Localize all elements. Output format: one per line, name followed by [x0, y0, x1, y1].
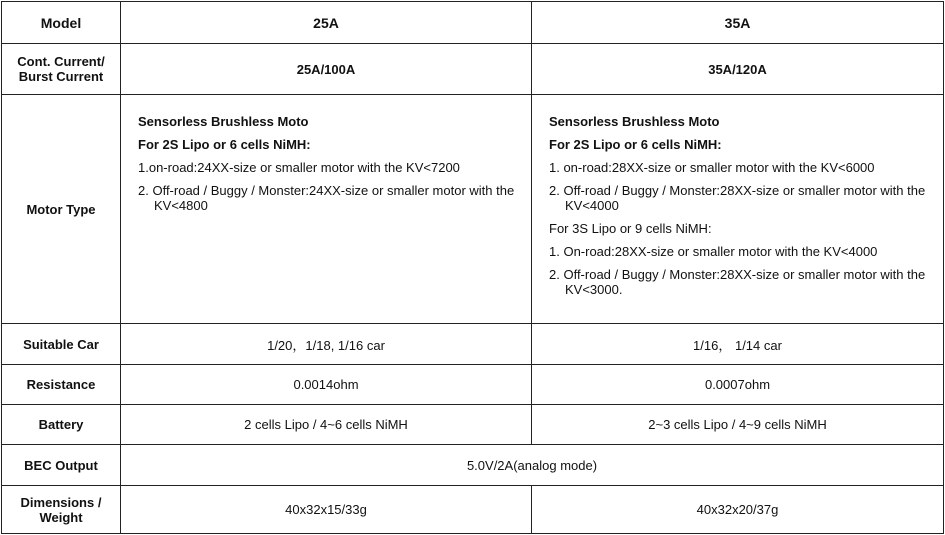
dims-label-line2: Weight — [39, 509, 83, 525]
resistance-label: Resistance — [2, 365, 121, 405]
col-25a-header: 25A — [121, 2, 532, 44]
dims-label-line1: Dimensions / — [20, 494, 102, 510]
resistance-row — [2, 365, 944, 405]
resistance-25a: 0.0014ohm — [121, 365, 532, 405]
current-label — [2, 44, 121, 95]
header-row — [2, 2, 944, 44]
car-label: Suitable Car — [2, 324, 121, 365]
dims-row — [2, 486, 944, 534]
battery-25a: 2 cells Lipo / 4~6 cells NiMH — [121, 405, 532, 445]
motor-35a-title: Sensorless Brushless Moto — [549, 114, 720, 129]
dims-25a: 40x32x15/33g — [121, 486, 532, 534]
motor-35a-item-4: 2. Off-road / Buggy / Monster:28XX-size or smaller motor with the KV<3000. — [549, 267, 926, 297]
current-25a: 25A/100A — [121, 44, 532, 95]
motor-row — [2, 95, 944, 324]
battery-row — [2, 405, 944, 445]
current-label-line2: Burst Current — [18, 69, 104, 84]
motor-35a-item-1: 1. on-road:28XX-size or smaller motor with the KV<6000 — [549, 160, 875, 175]
battery-35a: 2~3 cells Lipo / 4~9 cells NiMH — [532, 405, 944, 445]
current-35a: 35A/120A — [532, 44, 944, 95]
motor-25a — [121, 95, 532, 324]
model-header: Model — [2, 2, 121, 44]
spec-table — [1, 1, 944, 534]
resistance-35a: 0.0007ohm — [532, 365, 944, 405]
motor-35a-item-3: 1. On-road:28XX-size or smaller motor with the KV<4000 — [549, 244, 878, 259]
motor-35a-sub: For 2S Lipo or 6 cells NiMH: — [549, 137, 722, 152]
car-25a: 1/20，1/18, 1/16 car — [121, 324, 532, 365]
motor-25a-item-1: 1.on-road:24XX-size or smaller motor with the KV<7200 — [138, 160, 460, 175]
car-row — [2, 324, 944, 365]
motor-label: Motor Type — [2, 95, 121, 324]
bec-label: BEC Output — [2, 445, 121, 486]
bec-value: 5.0V/2A(analog mode) — [121, 445, 944, 486]
motor-25a-sub: For 2S Lipo or 6 cells NiMH: — [138, 137, 311, 152]
motor-25a-item-2: 2. Off-road / Buggy / Monster:24XX-size or smaller motor with the KV<4800 — [138, 183, 515, 213]
current-row — [2, 44, 944, 95]
current-label-line1: Cont. Current/ — [17, 54, 105, 69]
col-35a-header: 35A — [532, 2, 944, 44]
motor-35a-sub2: For 3S Lipo or 9 cells NiMH: — [549, 221, 712, 236]
motor-25a-title: Sensorless Brushless Moto — [138, 114, 309, 129]
bec-row — [2, 445, 944, 486]
dims-35a: 40x32x20/37g — [532, 486, 944, 534]
battery-label: Battery — [2, 405, 121, 445]
motor-35a-item-2: 2. Off-road / Buggy / Monster:28XX-size or smaller motor with the KV<4000 — [549, 183, 926, 213]
car-35a: 1/16， 1/14 car — [532, 324, 944, 365]
dims-label — [2, 486, 121, 534]
motor-35a — [532, 95, 944, 324]
